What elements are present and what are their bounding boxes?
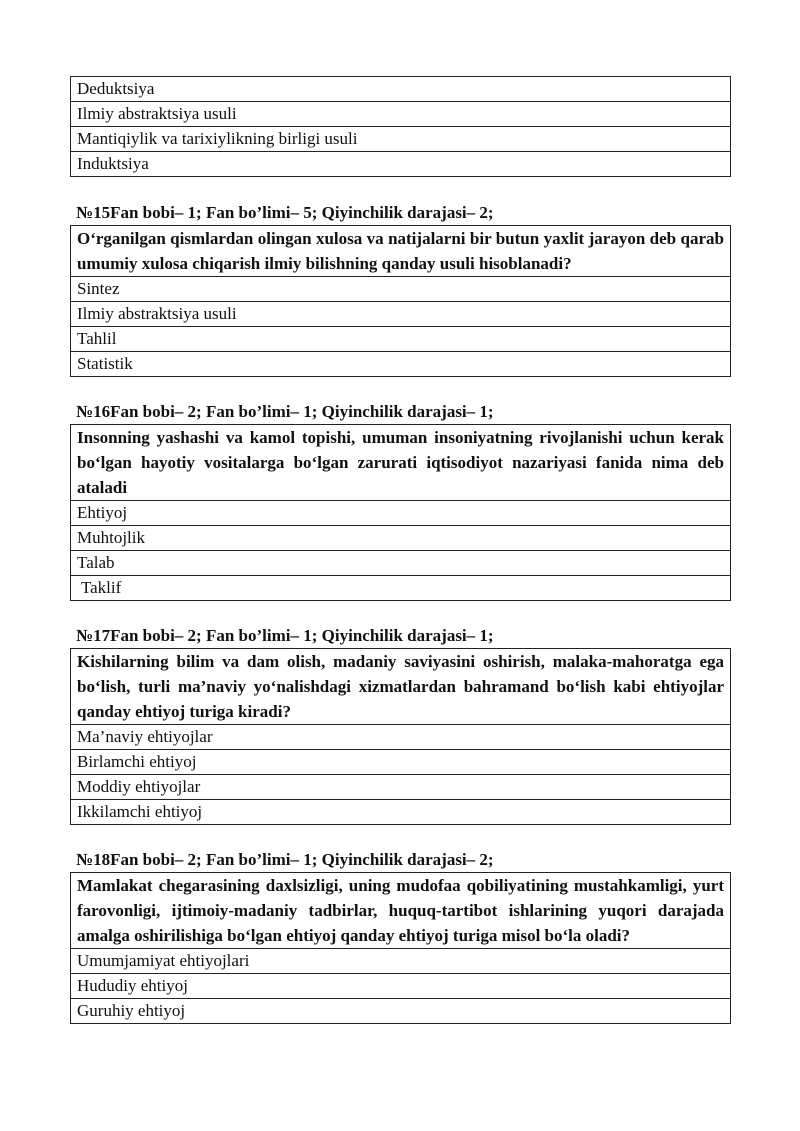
q17-question: Kishilarning bilim va dam olish, madaniy saviyasini oshirish, malaka-mahoratga ega bo‘lish, turli ma’naviy yo‘nalishdagi xizmatlardan bahramand bo‘lish kabi ehtiyojlar qanday ehtiyoj turiga kiradi?: [71, 649, 731, 725]
q16-option-4: Taklif: [71, 576, 731, 601]
q17-heading: №17Fan bobi– 2; Fan bo’limi– 1; Qiyinchilik darajasi– 1;: [76, 626, 494, 645]
q14-table: [70, 76, 731, 177]
q17-option-1: Ma’naviy ehtiyojlar: [71, 725, 731, 750]
q17-option-3: Moddiy ehtiyojlar: [71, 775, 731, 800]
q17-block: [70, 648, 731, 825]
q15-option-1: Sintez: [71, 277, 731, 302]
q17-option-2: Birlamchi ehtiyoj: [71, 750, 731, 775]
q16-block: [70, 424, 731, 601]
q18-block: [70, 872, 731, 1024]
q17-option-4: Ikkilamchi ehtiyoj: [71, 800, 731, 825]
q15-option-2: Ilmiy abstraktsiya usuli: [71, 302, 731, 327]
q16-question: Insonning yashashi va kamol topishi, umuman insoniyatning rivojlanishi uchun kerak bo‘lgan hayotiy vositalarga bo‘lgan zarurati iqtisodiyot nazariyasi fanida nima deb ataladi: [71, 425, 731, 501]
q16-option-3: Talab: [71, 551, 731, 576]
q15-table: [70, 225, 731, 377]
q15-option-4: Statistik: [71, 352, 731, 377]
q18-heading: №18Fan bobi– 2; Fan bo’limi– 1; Qiyinchilik darajasi– 2;: [76, 850, 494, 869]
q15-heading: №15Fan bobi– 1; Fan bo’limi– 5; Qiyinchilik darajasi– 2;: [76, 203, 494, 222]
q16-option-2: Muhtojlik: [71, 526, 731, 551]
q18-option-2: Hududiy ehtiyoj: [71, 974, 731, 999]
q17-table: [70, 648, 731, 825]
q18-option-1: Umumjamiyat ehtiyojlari: [71, 949, 731, 974]
q14-option-4: Induktsiya: [71, 152, 731, 177]
q18-question: Mamlakat chegarasining daxlsizligi, uning mudofaa qobiliyatining mustahkamligi, yurt farovonligi, ijtimoiy-madaniy tadbirlar, huquq-tartibot ishlarining yuqori darajada amalga oshirilishiga bo‘lgan ehtiyoj qanday ehtiyoj turiga misol bo‘la oladi?: [71, 873, 731, 949]
q14-option-3: Mantiqiylik va tarixiylikning birligi usuli: [71, 127, 731, 152]
q15-block: [70, 225, 731, 377]
q18-table: [70, 872, 731, 1024]
q15-question: O‘rganilgan qismlardan olingan xulosa va natijalarni bir butun yaxlit jarayon deb qarab umumiy xulosa chiqarish ilmiy bilishning qanday usuli hisoblanadi?: [71, 226, 731, 277]
q16-heading: №16Fan bobi– 2; Fan bo’limi– 1; Qiyinchilik darajasi– 1;: [76, 402, 494, 421]
q14-option-2: Ilmiy abstraktsiya usuli: [71, 102, 731, 127]
q16-option-1: Ehtiyoj: [71, 501, 731, 526]
q16-table: [70, 424, 731, 601]
q14-option-1: Deduktsiya: [71, 77, 731, 102]
q14-block: [70, 76, 731, 177]
q15-option-3: Tahlil: [71, 327, 731, 352]
q18-option-3: Guruhiy ehtiyoj: [71, 999, 731, 1024]
